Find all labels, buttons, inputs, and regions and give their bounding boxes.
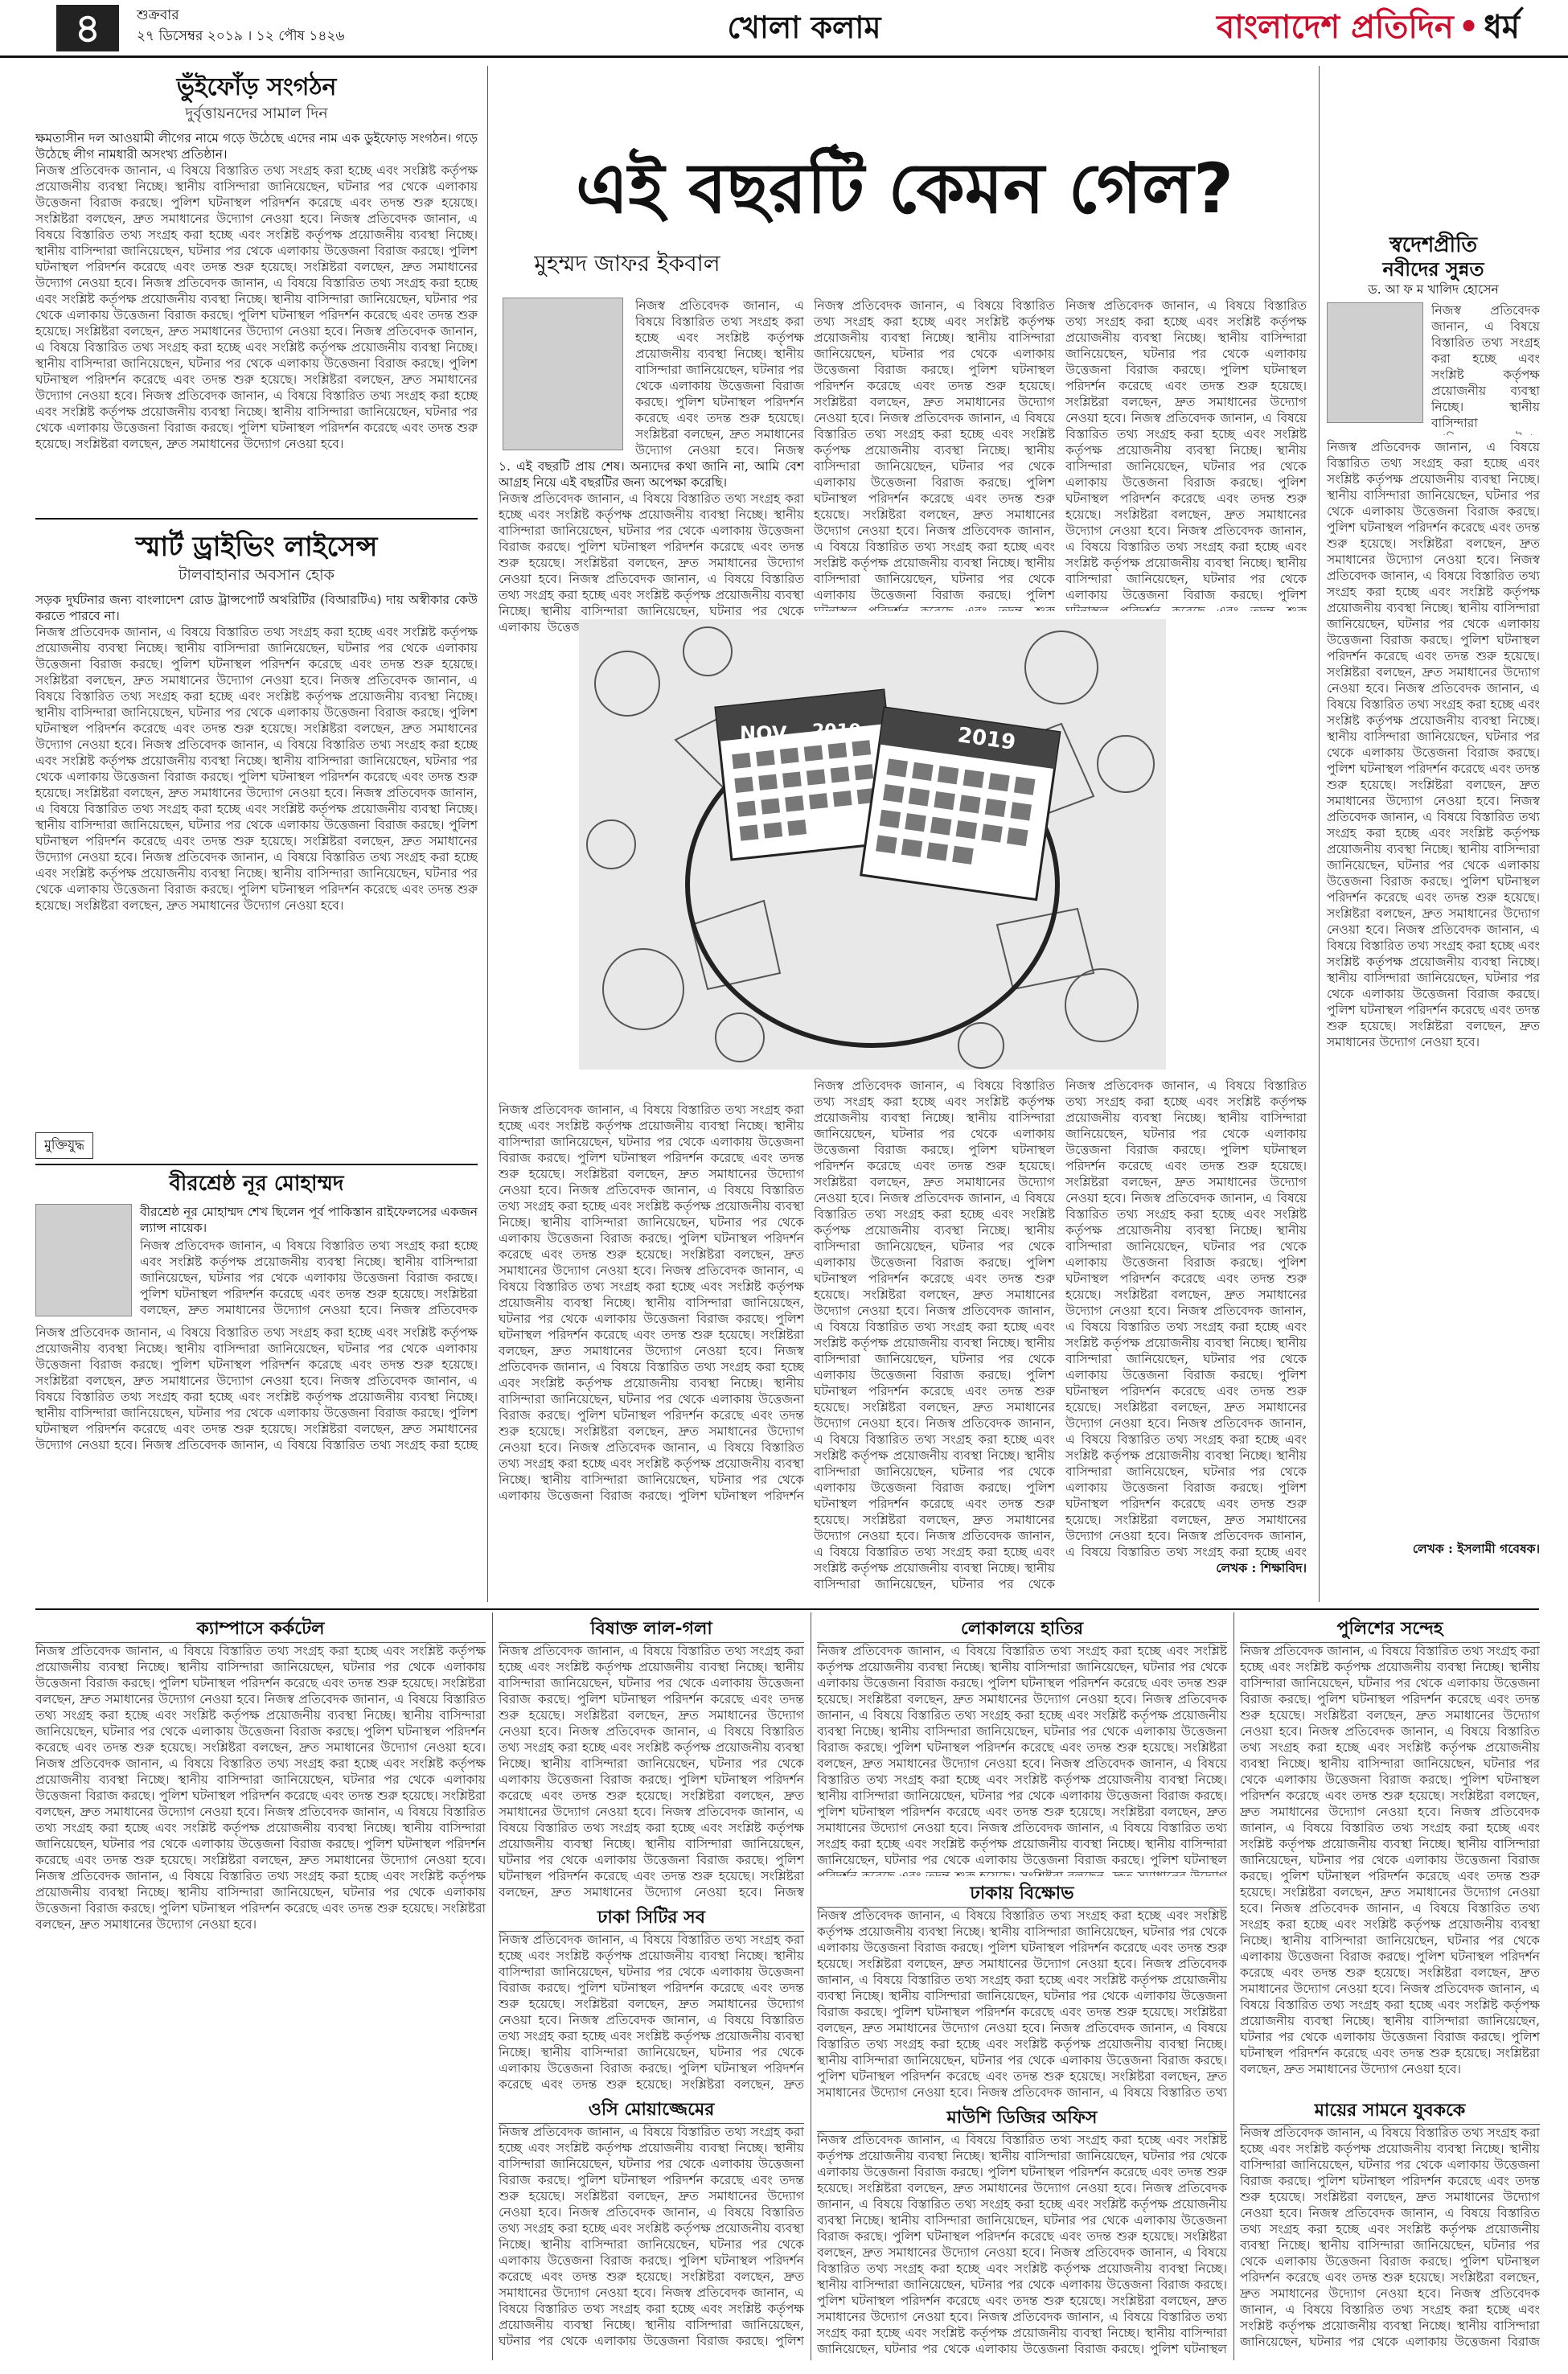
story-body [35,1643,486,2351]
main-article-col-3-lower [1065,1078,1307,1592]
masthead [0,0,1568,58]
right-column [1327,64,1540,1600]
portrait-photo [35,1204,132,1316]
day-label: শুক্রবার [137,7,179,23]
story-headline: মায়ের সামনে যুবককে [1240,2098,1540,2125]
story-headline: স্মার্ট ড্রাইভিং লাইসেন্স [135,531,378,563]
brand-separator: • [1458,9,1480,46]
main-article-col-2 [814,298,1055,611]
story-headline: পুলিশের সন্দেহ [1240,1616,1540,1643]
article-body [1065,1078,1307,1560]
bottom-col-4 [1240,1616,1540,2356]
calendar-year: 2019 [956,723,1017,756]
story-headline: ঢাকা সিটির সব [499,1905,804,1932]
main-article-col-2-lower [814,1078,1055,1592]
main-article-col-3 [1065,298,1307,611]
story-body [140,1238,478,1318]
column-rule [1319,66,1320,1602]
story-headline: স্বদেশপ্রীতি [1389,233,1478,257]
article-body-1b [635,298,804,454]
column-rule [1233,1612,1234,2360]
section-tag: মুক্তিযুদ্ধ [35,1132,93,1159]
story-headline: বিষাক্ত লাল-গলা [499,1616,804,1643]
article-body [499,491,804,635]
section-title: খোলা কলাম [727,10,881,45]
author-photo [1327,302,1423,423]
column-rule [492,1612,493,2360]
page-number: ৪ [56,5,119,51]
story-body [1327,439,1540,1541]
story-body [499,1643,804,1900]
story-headline: বীরশ্রেষ্ঠ নূর মোহাম্মদ [169,1172,344,1196]
dateline [137,5,345,47]
story-headline: ভুঁইফোঁড় সংগঠন [176,73,337,101]
story-body [499,2124,804,2349]
bottom-col-1 [35,1616,486,2356]
article-illustration [579,619,1166,1070]
story-body [817,1908,1227,2101]
section-divider [35,1608,1539,1610]
story-body [1240,1643,1540,2093]
left-column [35,64,478,1600]
story-headline: ঢাকায় বিক্ষোভ [817,1881,1227,1908]
story-headline: লোকালয়ে হাতির [817,1616,1227,1643]
date-label: ২৭ ডিসেম্বর ২০১৯ । ১২ পৌষ ১৪২৬ [137,28,345,44]
story-lead: ক্ষমতাসীন দল আওয়ামী লীগের নামে গড়ে উঠেছে এদের নাম এক ডুইফোড় সংগঠন। গড়ে উঠেছে লীগ নামধারী অসংখ্য প্রতিষ্ঠান। [35,131,478,162]
story-signoff: লেখক : ইসলামী গবেষক। [1412,1541,1540,1556]
story-subhead: নবীদের সুন্নত [1382,258,1484,281]
article-body [499,1102,804,1504]
article-lead: ১. এই বছরটি প্রায় শেষ। অন্যদের কথা জানি না, আমি বেশ আগ্রহ নিয়ে এই বছরটির জন্য অপেক্ষা করেছি। [499,459,804,490]
divider [35,1164,478,1165]
calendar-illustration [579,619,1166,1070]
byline: মুহম্মদ জাফর ইকবাল [534,250,720,277]
story-lead: বীরশ্রেষ্ঠ নূর মোহাম্মদ শেখ ছিলেন পূর্ব পাকিস্তান রাইফেলসের একজন ল্যান্স নায়েক। [140,1205,478,1235]
story-body [817,2132,1227,2356]
article-signoff: লেখক : শিক্ষাবিদ। [1216,1560,1307,1575]
story-author: ড. আ ফ ম খালিদ হোসেন [1368,282,1499,297]
story-lead: সড়ক দুর্ঘটনার জন্য বাংলাদেশ রোড ট্রান্সপোর্ট অথরিটির (বিআরটিএ) দায় অস্বীকার কেউ করতে পারবে না। [35,593,478,623]
story-body [35,162,478,508]
story-body [1240,2125,1540,2350]
story-subhead: দুর্বৃত্তায়নদের সামাল দিন [185,105,328,122]
bottom-col-3 [817,1616,1227,2356]
story-body [35,1325,478,1453]
story-body [817,1643,1227,1876]
divider [35,518,478,520]
calendar-year: 2019 [812,721,862,741]
brand-section: ধর্ম [1484,9,1520,46]
story-body [499,1932,804,2093]
story-body [35,624,478,1123]
author-photo [503,298,623,450]
story-body [1431,302,1540,435]
main-headline: এই বছরটি কেমন গেল? [575,149,1234,229]
calendar-month: NOV [740,722,787,745]
story-headline: ওসি মোয়াজ্জেমের [499,2097,804,2124]
brand-logo [1217,2,1520,53]
brand-name: বাংলাদেশ প্রতিদিন [1216,9,1454,46]
story-headline: ক্যাম্পাসে কর্কটেল [35,1616,486,1643]
bottom-col-2 [499,1616,804,2356]
column-rule [487,66,488,1602]
story-subhead: টালবাহানার অবসান হোক [179,566,335,584]
story-headline: মাউশি ডিজির অফিস [817,2105,1227,2132]
